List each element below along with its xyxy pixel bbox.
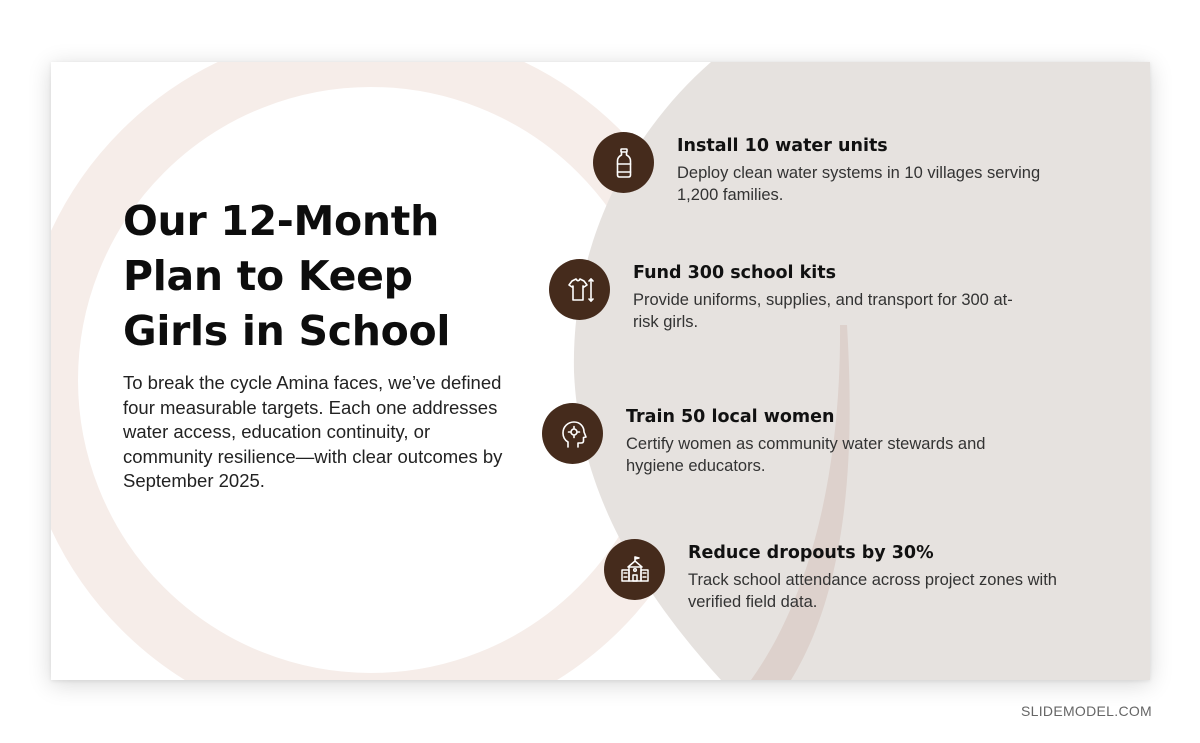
goal-title: Fund 300 school kits: [633, 263, 837, 283]
goal-description: Provide uniforms, supplies, and transport for 300 at-risk girls.: [633, 291, 1013, 331]
uniform-shirt-icon: [549, 259, 610, 320]
goal-description: Deploy clean water systems in 10 villages serving 1,200 families.: [677, 164, 1041, 204]
goal-title: Install 10 water units: [677, 136, 888, 156]
head-gear-icon: [542, 403, 603, 464]
goal-title: Reduce dropouts by 30%: [688, 543, 934, 563]
slide: [51, 62, 1150, 680]
intro-paragraph: To break the cycle Amina faces, we’ve defined four measurable targets. Each one addresses water access, education continuity, or community resilience—with clear outcomes by September 2025.: [123, 372, 503, 491]
goal-title: Train 50 local women: [626, 407, 835, 427]
page-title: Our 12-Month Plan to Keep Girls in School: [123, 197, 451, 355]
water-bottle-icon: [593, 132, 654, 193]
watermark: SLIDEMODEL.COM: [1021, 703, 1152, 719]
school-building-icon: [604, 539, 665, 600]
goal-description: Track school attendance across project zones with verified field data.: [688, 571, 1057, 611]
goal-description: Certify women as community water stewards and hygiene educators.: [626, 435, 986, 475]
